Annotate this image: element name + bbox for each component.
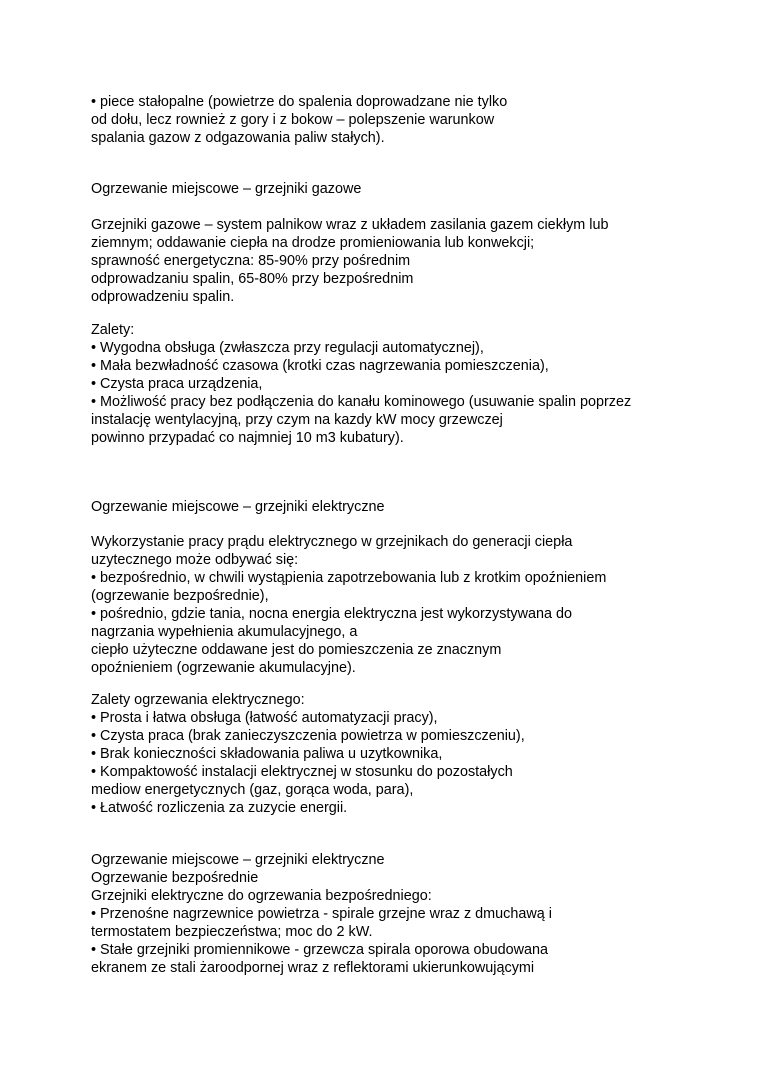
section-heading: Ogrzewanie miejscowe – grzejniki gazowe	[91, 181, 362, 197]
section-subheading: Ogrzewanie bezpośrednie	[91, 870, 259, 886]
text-line: Zalety:	[91, 322, 135, 338]
list-item: • pośrednio, gdzie tania, nocna energia elektryczna jest wykorzystywana do	[91, 606, 572, 622]
text-line: Wykorzystanie pracy prądu elektrycznego w grzejnikach do generacji ciepła	[91, 534, 573, 550]
text-line: termostatem bezpieczeństwa; moc do 2 kW.	[91, 924, 373, 940]
list-item: • Brak konieczności składowania paliwa u uzytkownika,	[91, 746, 443, 762]
list-item: • Przenośne nagrzewnice powietrza - spirale grzejne wraz z dmuchawą i	[91, 906, 552, 922]
text-line: Grzejniki elektryczne do ogrzewania bezpośredniego:	[91, 888, 432, 904]
text-line: odprowadzeniu spalin.	[91, 289, 235, 305]
text-line: uzytecznego może odbywać się:	[91, 552, 299, 568]
text-line: ciepło użyteczne oddawane jest do pomieszczenia ze znacznym	[91, 642, 502, 658]
list-item: • Wygodna obsługa (zwłaszcza przy regulacji automatycznej),	[91, 340, 484, 356]
text-line: spalania gazow z odgazowania paliw stałych).	[91, 130, 385, 146]
text-line: powinno przypadać co najmniej 10 m3 kubatury).	[91, 430, 404, 446]
list-item: • Prosta i łatwa obsługa (łatwość automatyzacji pracy),	[91, 710, 438, 726]
list-item: • Czysta praca urządzenia,	[91, 376, 263, 392]
text-line: ziemnym; oddawanie ciepła na drodze promieniowania lub konwekcji;	[91, 235, 535, 251]
list-item: • Czysta praca (brak zanieczyszczenia powietrza w pomieszczeniu),	[91, 728, 525, 744]
list-item: • Łatwość rozliczenia za zuzycie energii.	[91, 800, 348, 816]
list-item: • Kompaktowość instalacji elektrycznej w stosunku do pozostałych	[91, 764, 513, 780]
text-line: sprawność energetyczna: 85-90% przy pośrednim	[91, 253, 411, 269]
text-line: odprowadzaniu spalin, 65-80% przy bezpośrednim	[91, 271, 414, 287]
list-item: • Stałe grzejniki promiennikowe - grzewcza spirala oporowa obudowana	[91, 942, 548, 958]
text-line: nagrzania wypełnienia akumulacyjnego, a	[91, 624, 358, 640]
text-line: Grzejniki gazowe – system palnikow wraz z układem zasilania gazem ciekłym lub	[91, 217, 609, 233]
text-line: instalację wentylacyjną, przy czym na kazdy kW mocy grzewczej	[91, 412, 503, 428]
text-line: Zalety ogrzewania elektrycznego:	[91, 692, 305, 708]
list-item: • bezpośrednio, w chwili wystąpienia zapotrzebowania lub z krotkim opoźnieniem	[91, 570, 607, 586]
text-line: od dołu, lecz rownież z gory i z bokow – polepszenie warunkow	[91, 112, 495, 128]
text-line: ekranem ze stali żaroodpornej wraz z reflektorami ukierunkowującymi	[91, 960, 535, 976]
list-item: • Mała bezwładność czasowa (krotki czas nagrzewania pomieszczenia),	[91, 358, 549, 374]
section-heading: Ogrzewanie miejscowe – grzejniki elektryczne	[91, 499, 385, 515]
text-line: mediow energetycznych (gaz, gorąca woda, para),	[91, 782, 414, 798]
list-item: • Możliwość pracy bez podłączenia do kanału kominowego (usuwanie spalin poprzez	[91, 394, 632, 410]
section-heading: Ogrzewanie miejscowe – grzejniki elektryczne	[91, 852, 385, 868]
text-line: • piece stałopalne (powietrze do spalenia doprowadzane nie tylko	[91, 94, 508, 110]
text-line: (ogrzewanie bezpośrednie),	[91, 588, 269, 604]
text-line: opoźnieniem (ogrzewanie akumulacyjne).	[91, 660, 356, 676]
